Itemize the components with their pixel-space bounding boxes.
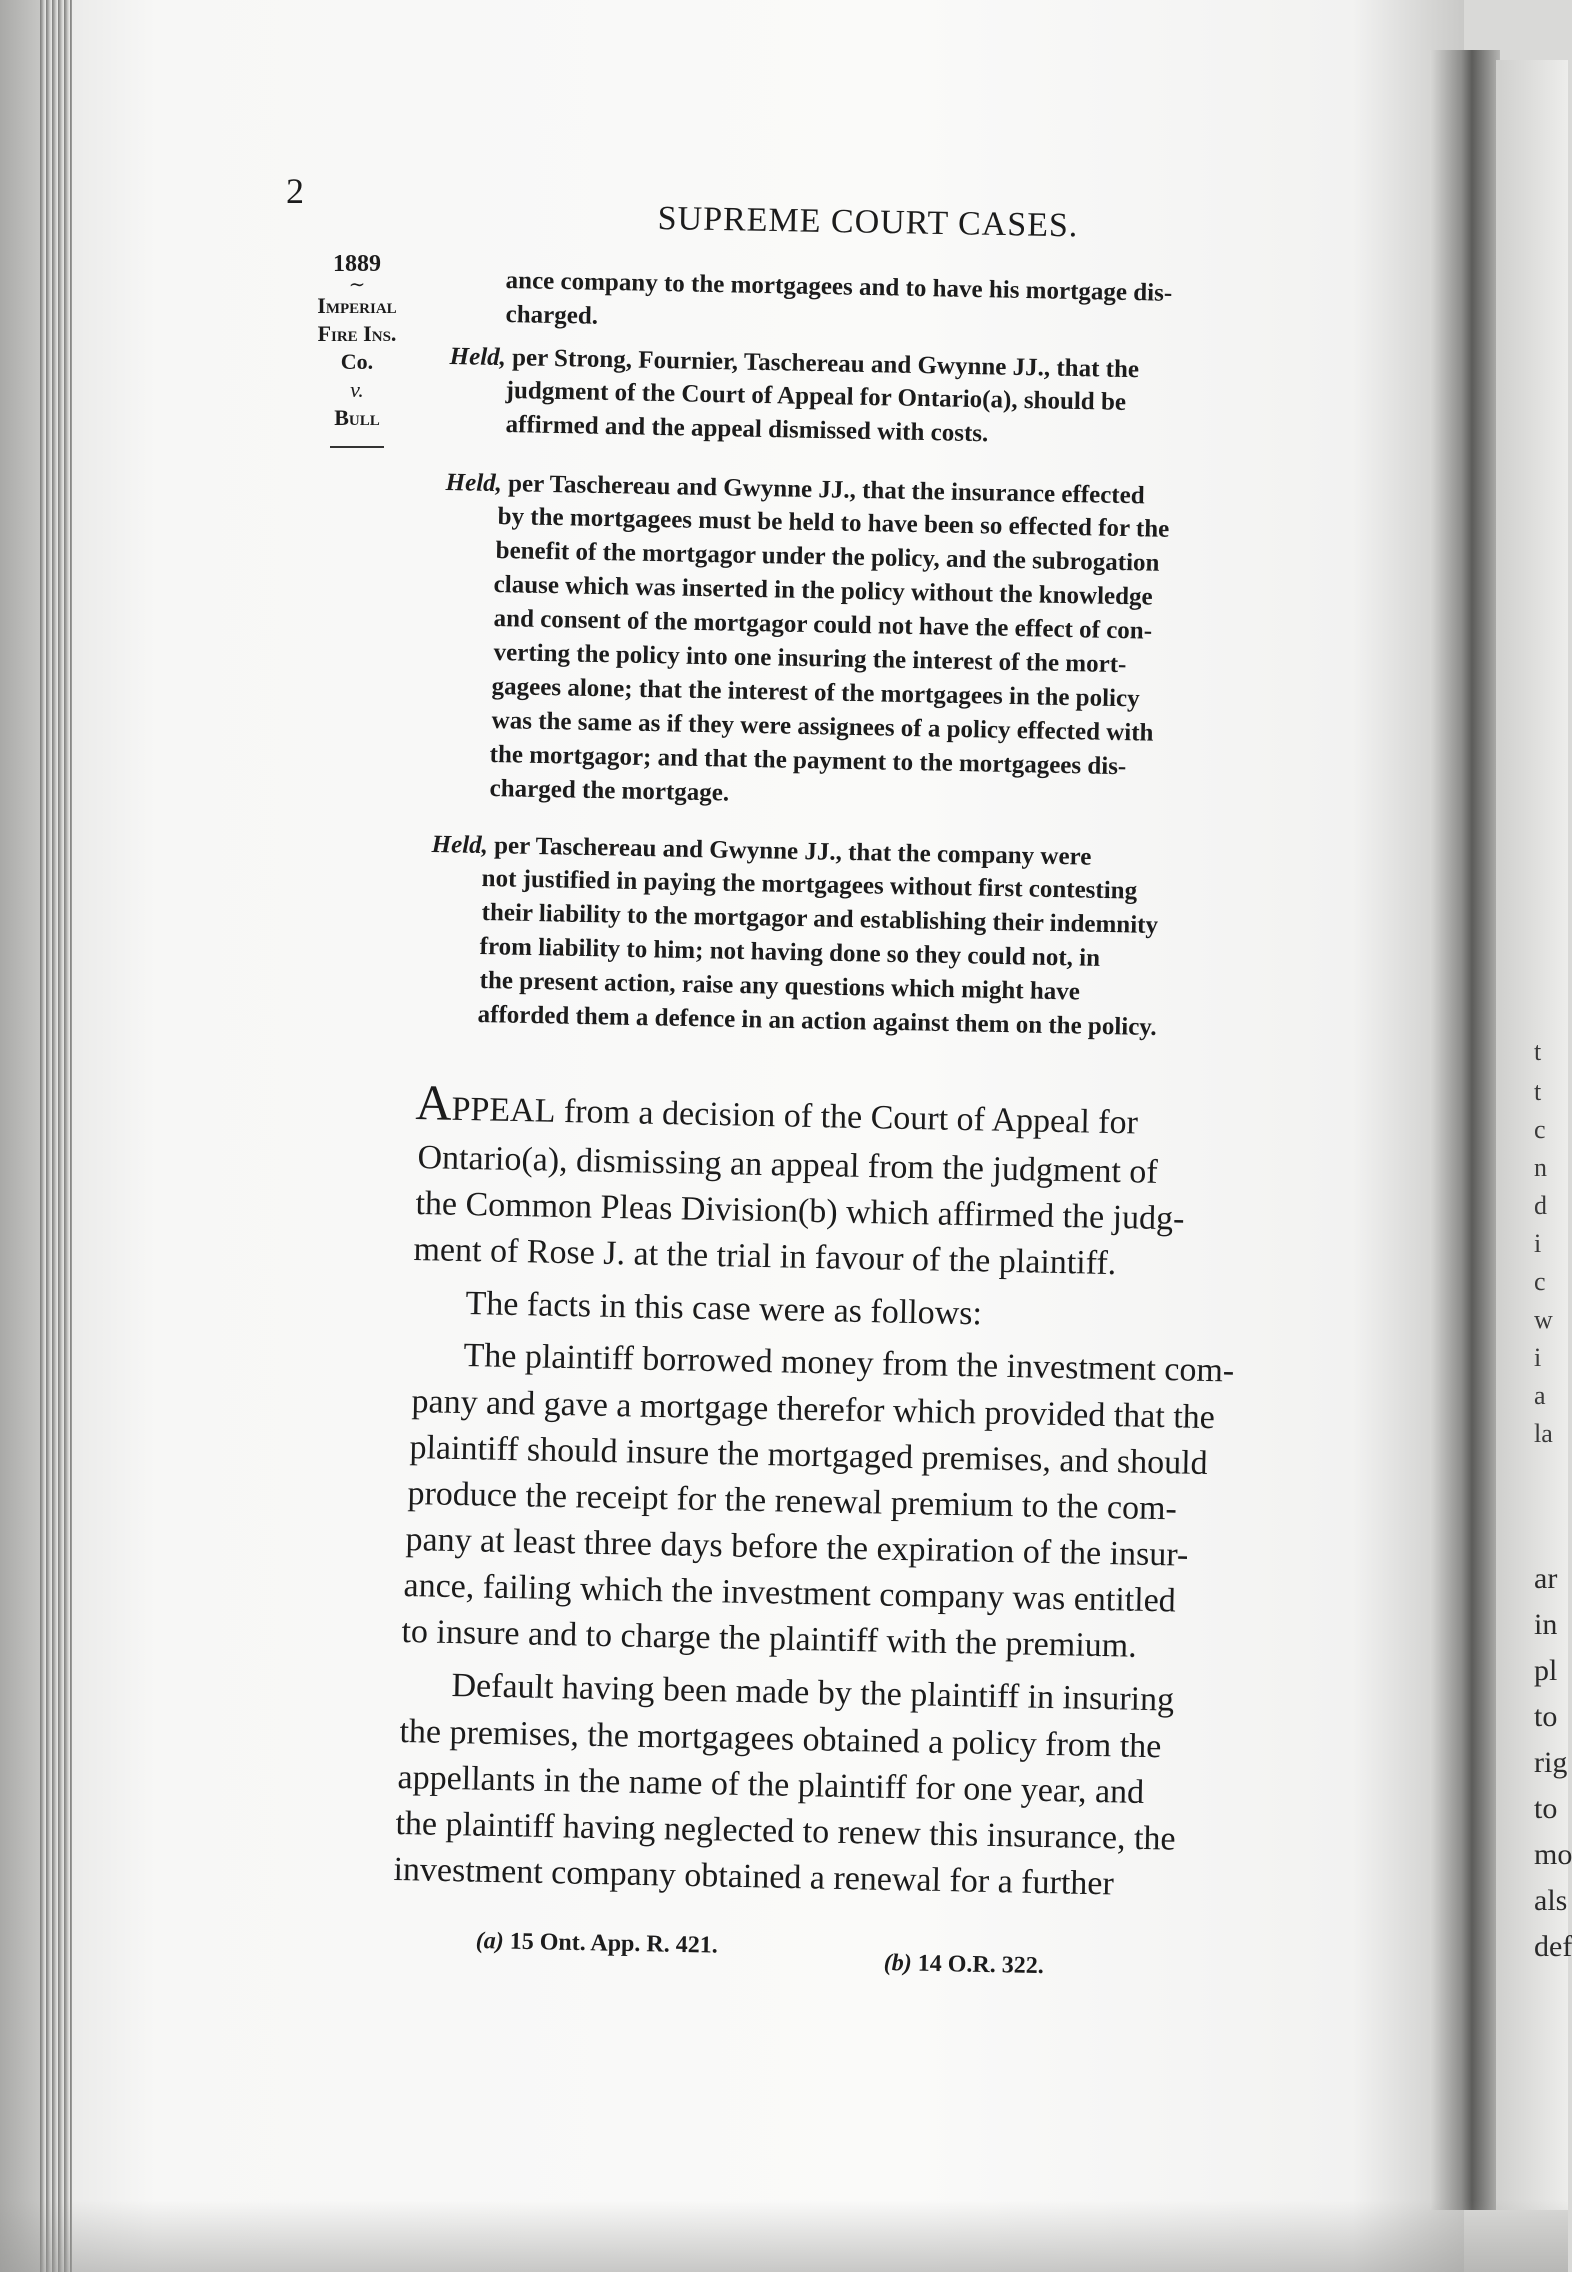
body-line: Default having been made by the plaintiff in insuring (451, 1666, 1175, 1719)
body-line: Ontario(a), dismissing an appeal from the judgment of (417, 1138, 1159, 1191)
drop-capital: A (414, 1074, 453, 1131)
body-line: investment company obtained a renewal for a further (393, 1850, 1115, 1903)
headnote-line: the present action, raise any questions which might have (479, 966, 1081, 1006)
held-label: Held, (431, 830, 489, 860)
headnote-line: verting the policy into one insuring the interest of the mort- (493, 638, 1127, 679)
headnote-line: gagees alone; that the interest of the mortgagees in the policy (491, 672, 1140, 713)
next-page-fragment: n (1534, 1153, 1547, 1182)
margin-party1-line1: Imperial (317, 293, 397, 318)
book-gutter-shadow (1430, 50, 1500, 2210)
next-page-fragment: c (1534, 1115, 1546, 1144)
margin-party1-line3: Co. (340, 349, 374, 374)
headnote-line: affirmed and the appeal dismissed with costs. (505, 410, 989, 448)
next-page-fragment: to (1534, 1700, 1558, 1733)
headnote-line: and consent of the mortgagor could not have the effect of con- (493, 604, 1153, 645)
headnote-line: benefit of the mortgagor under the policy, and the subrogation (495, 536, 1160, 577)
body-line: produce the receipt for the renewal premium to the com- (407, 1474, 1178, 1528)
case-margin-note (292, 250, 422, 448)
headnote-line: judgment of the Court of Appeal for Ontario(a), should be (505, 376, 1127, 416)
next-page-fragment: i (1534, 1343, 1542, 1372)
footnote-b: (b) 14 O.R. 322. (883, 1950, 1044, 1980)
headnote-line: the mortgagor; and that the payment to the mortgagees dis- (489, 740, 1127, 781)
margin-year: 1889 (333, 251, 381, 277)
next-page-fragment: t (1534, 1077, 1542, 1106)
body-line: the plaintiff having neglected to renew this insurance, the (395, 1804, 1176, 1858)
next-page-fragment: w (1534, 1305, 1553, 1334)
headnote-line: not justified in paying the mortgagees without first contesting (481, 864, 1138, 905)
headnote-line: by the mortgagees must be held to have been so effected for the (497, 502, 1170, 543)
body-line: the premises, the mortgagees obtained a policy from the (399, 1712, 1162, 1766)
footnote-a: (a) 15 Ont. App. R. 421. (475, 1928, 718, 1959)
held-label: Held, (449, 342, 507, 372)
headnote-line: ance company to the mortgagees and to have his mortgage dis- (505, 266, 1173, 307)
ornament-swash: ∼ (348, 274, 366, 296)
next-page-fragment: la (1534, 1419, 1553, 1448)
next-page-fragment: i (1534, 1229, 1542, 1258)
next-page-fragment: a (1534, 1381, 1546, 1410)
next-page-fragment: to (1534, 1792, 1558, 1825)
book-page-edges (40, 0, 76, 2272)
next-page-fragment: in (1534, 1608, 1558, 1641)
body-line: ment of Rose J. at the trial in favour of the plaintiff. (413, 1230, 1117, 1283)
next-page-fragment: d (1534, 1191, 1547, 1220)
body-line: The facts in this case were as follows: (465, 1284, 983, 1333)
next-page-fragment: t (1534, 1037, 1542, 1066)
body-line: pany at least three days before the expiration of the insur- (405, 1520, 1189, 1574)
body-line: plaintiff should insure the mortgaged premises, and should (409, 1428, 1209, 1483)
appeal-small-caps: PPEAL (451, 1090, 556, 1130)
headnote-line: afforded them a defence in an action against them on the policy. (477, 1000, 1157, 1042)
next-page-fragment: c (1534, 1267, 1546, 1296)
headnote-line: charged the mortgage. (489, 774, 730, 807)
headnote-line: clause which was inserted in the policy without the knowledge (493, 570, 1153, 611)
next-page-fragment: rig (1534, 1746, 1568, 1779)
headnote-line: Held, per Taschereau and Gwynne JJ., that the company were (431, 830, 1092, 871)
next-page-fragment: mo (1534, 1838, 1572, 1871)
margin-party2: Bull (334, 405, 380, 430)
body-line: appellants in the name of the plaintiff for one year, and (397, 1758, 1145, 1811)
held-label: Held, (445, 468, 503, 498)
body-line: pany and gave a mortgage therefor which provided that the (411, 1382, 1216, 1437)
headnote-line: charged. (505, 300, 599, 330)
page-number: 2 (286, 171, 304, 211)
headnote-line: their liability to the mortgagor and establishing their indemnity (481, 898, 1159, 939)
body-line: APPEAL from a decision of the Court of Appeal for (414, 1074, 1139, 1142)
running-head: SUPREME COURT CASES. (657, 200, 1079, 245)
next-page-fragment: def (1534, 1930, 1572, 1963)
footnote-b-mark: (b) (883, 1950, 912, 1977)
next-page-fragment: als (1534, 1884, 1568, 1917)
headnote-line: from liability to him; not having done so they could not, in (479, 932, 1101, 972)
footnote-a-mark: (a) (475, 1928, 504, 1955)
headnote-line: was the same as if they were assignees of a policy effected with (491, 706, 1154, 747)
scan-bottom-shadow (0, 2200, 1568, 2272)
next-page-fragment: pl (1534, 1654, 1558, 1687)
margin-party1-line2: Fire Ins. (317, 321, 397, 346)
margin-versus: v. (350, 377, 364, 402)
headnote-line: Held, per Taschereau and Gwynne JJ., that the insurance effected (445, 468, 1145, 510)
body-line: ance, failing which the investment company was entitled (403, 1566, 1177, 1620)
next-page-fragment: ar (1534, 1562, 1558, 1595)
body-line: The plaintiff borrowed money from the investment com- (463, 1336, 1235, 1390)
body-line: to insure and to charge the plaintiff with the premium. (401, 1612, 1138, 1665)
body-line: the Common Pleas Division(b) which affirmed the judg- (415, 1184, 1185, 1238)
headnote-line: Held, per Strong, Fournier, Taschereau and Gwynne JJ., that the (449, 342, 1140, 384)
margin-rule (330, 446, 384, 448)
